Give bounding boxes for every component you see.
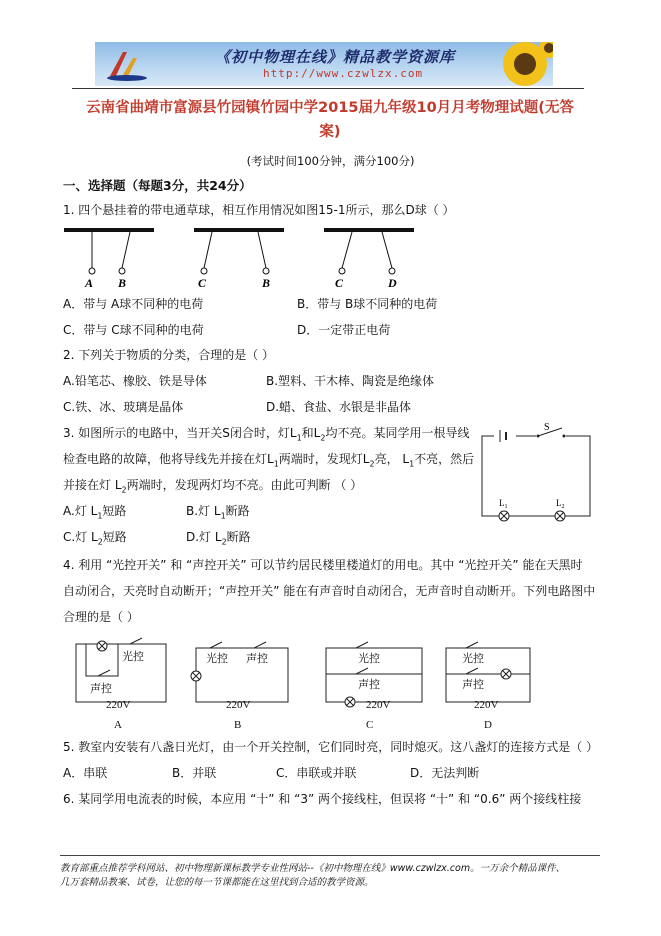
b-guangkong: 光控	[206, 653, 228, 665]
q1-figure	[62, 224, 422, 290]
fig-label-c2: C	[335, 276, 344, 290]
q4-circuit-figures	[70, 636, 540, 732]
q2-option-b: B.塑料、干木棒、陶瓷是绝缘体	[266, 374, 435, 388]
q5-option-a: A．串联	[63, 766, 108, 780]
page-title-cont: 案)	[319, 124, 341, 140]
fig-label-d: D	[388, 276, 397, 290]
q3-option-c: C.灯 $L_2$短路	[63, 530, 127, 547]
c-220v: 220V	[366, 699, 391, 711]
q2-option-c: C.铁、冰、玻璃是晶体	[63, 400, 184, 414]
a-220v: 220V	[106, 699, 131, 711]
q1-option-d: D．一定带正电荷	[297, 323, 391, 337]
fig-label-a: A	[85, 276, 94, 290]
q1-option-a: A．带与 A球不同种的电荷	[63, 297, 204, 311]
q5-option-b: B．并联	[172, 766, 217, 780]
a-guangkong: 光控	[122, 651, 144, 663]
d-220v: 220V	[474, 699, 499, 711]
q4-line-2: 自动闭合，天亮时自动断开；“声控开关” 能在有声音时自动闭合，无声音时自动断开。下列电路图中	[63, 584, 596, 598]
fig-a-label: A	[114, 719, 122, 731]
q3-option-a: A.灯 $L_1$短路	[63, 504, 127, 521]
q3-line-2: 检查电路的故障，他将导线先并接在灯$L_1$两端时，发现灯$L_2$亮， $L_1$不亮，然后	[63, 452, 475, 469]
header-rule	[72, 88, 584, 89]
q3-option-b: B.灯 $L_1$断路	[186, 504, 250, 521]
banner-title: 《初中物理在线》精品教学资源库	[215, 48, 456, 66]
q5-option-d: D．无法判断	[410, 766, 480, 780]
a-shengkong: 声控	[90, 683, 112, 695]
q3-circuit-diagram	[474, 420, 600, 526]
banner-url: http://www.czwlzx.com	[263, 67, 424, 80]
q1-option-c: C．带与 C球不同种的电荷	[63, 323, 204, 337]
q3-line-1: 3. 如图所示的电路中，当开关S闭合时，灯$L_1$和$L_2$均不亮。某同学用一根导线	[63, 426, 470, 443]
site-banner	[95, 42, 553, 86]
d-shengkong: 声控	[462, 679, 484, 691]
fig-label-c: C	[198, 276, 207, 290]
fig-c-label: C	[366, 719, 374, 731]
q3-option-d: D.灯 $L_2$断路	[186, 530, 251, 547]
footer-rule	[60, 855, 600, 856]
q5-stem: 5. 教室内安装有八盏日光灯，由一个开关控制，它们同时亮，同时熄灭。这八盏灯的连接方式是（ ）	[63, 740, 599, 754]
lamp-l2-label: $L_2$	[556, 498, 565, 510]
fig-label-b2: B	[262, 276, 271, 290]
q2-option-d: D.蜡、食盐、水银是非晶体	[266, 400, 412, 414]
q4-line-1: 4. 利用 “光控开关” 和 “声控开关” 可以节约居民楼里楼道灯的用电。其中 “光控开关” 能在天黑时	[63, 558, 583, 572]
lamp-l1-label: $L_1$	[499, 498, 508, 510]
fig-b-label: B	[234, 719, 242, 731]
c-guangkong: 光控	[358, 653, 380, 665]
fig-label-b: B	[118, 276, 127, 290]
q5-option-c: C．串联或并联	[276, 766, 357, 780]
section-heading: 一、选择题（每题3分，共24分）	[63, 178, 252, 193]
q6-stem: 6. 某同学用电流表的时候，本应用 “十” 和 “3” 两个接线柱，但误将 “十” 和 “0.6” 两个接线柱接	[63, 792, 582, 806]
b-shengkong: 声控	[246, 653, 268, 665]
exam-info: (考试时间100分钟，满分100分)	[246, 154, 415, 168]
q2-stem: 2. 下列关于物质的分类，合理的是（ ）	[63, 348, 275, 362]
d-guangkong: 光控	[462, 653, 484, 665]
fig-d-label: D	[484, 719, 492, 731]
site-logo-icon	[103, 46, 147, 82]
switch-label: S	[544, 422, 550, 433]
q2-option-a: A.铅笔芯、橡胶、铁是导体	[63, 374, 207, 388]
q1-stem: 1. 四个悬挂着的带电通草球，相互作用情况如图15-1所示，那么D球（ ）	[63, 203, 455, 217]
q3-line-3: 并接在灯 $L_2$两端时，发现两灯均不亮。由此可判断 （ ）	[63, 478, 363, 495]
sunflower-icon	[485, 42, 553, 86]
q1-option-b: B．带与 B球不同种的电荷	[297, 297, 438, 311]
page-title: 云南省曲靖市富源县竹园镇竹园中学2015届九年级10月月考物理试题(无答	[86, 100, 574, 116]
b-220v: 220V	[226, 699, 251, 711]
footer-line-2: 几万套精品教案、试卷，让您的每一节课都能在这里找到合适的教学资源。	[60, 877, 374, 888]
c-shengkong: 声控	[358, 679, 380, 691]
q4-line-3: 合理的是（ ）	[63, 610, 139, 624]
footer-line-1: 教育部重点推荐学科网站、初中物理新课标教学专业性网站--《初中物理在线》www.czwlzx.com。一万余个精品课件、	[60, 863, 566, 874]
